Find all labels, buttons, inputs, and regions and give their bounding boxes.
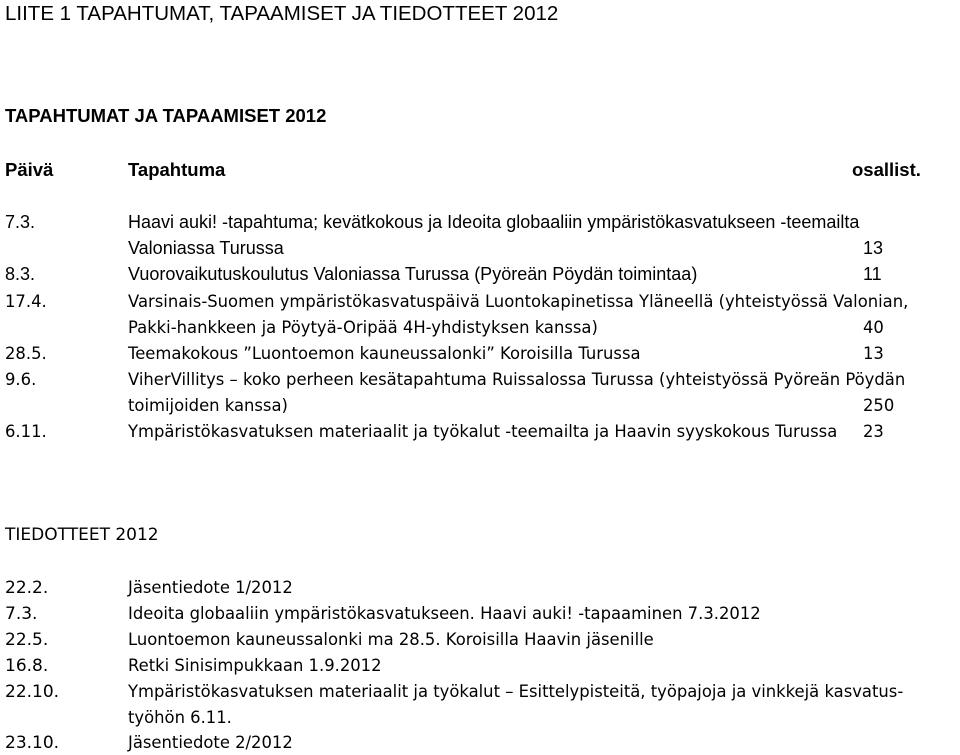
event-participants: 11 bbox=[863, 264, 882, 284]
event-participants: 13 bbox=[863, 344, 884, 363]
bulletin-text: Ideoita globaaliin ympäristökasvatukseen. Haavi auki! -tapaaminen 7.3.2012 bbox=[128, 604, 761, 623]
bulletin-date: 7.3. bbox=[5, 604, 38, 624]
bulletin-date: 16.8. bbox=[5, 656, 49, 676]
bulletin-date: 23.10. bbox=[5, 733, 60, 753]
document-title: LIITE 1 TAPAHTUMAT, TAPAAMISET JA TIEDOTTEET 2012 bbox=[5, 2, 559, 25]
bulletin-text-continued: työhön 6.11. bbox=[128, 708, 232, 727]
event-date: 28.5. bbox=[5, 344, 47, 363]
event-text: Haavi auki! -tapahtuma; kevätkokous ja Ideoita globaaliin ympäristökasvatukseen -teemailta bbox=[128, 212, 860, 232]
event-participants: 250 bbox=[863, 396, 895, 415]
bulletins-heading: TIEDOTTEET 2012 bbox=[5, 525, 159, 545]
event-participants: 23 bbox=[863, 422, 884, 441]
event-date: 17.4. bbox=[5, 292, 47, 311]
bulletin-text: Jäsentiedote 1/2012 bbox=[128, 578, 293, 597]
event-text-continued: Pakki-hankkeen ja Pöytyä-Oripää 4H-yhdistyksen kanssa) bbox=[128, 318, 598, 337]
column-header-date: Päivä bbox=[5, 159, 54, 180]
event-date: 7.3. bbox=[5, 212, 36, 232]
event-participants: 13 bbox=[863, 238, 884, 258]
bulletin-text: Retki Sinisimpukkaan 1.9.2012 bbox=[128, 656, 382, 675]
event-text: Teemakokous ”Luontoemon kauneussalonki” Koroisilla Turussa bbox=[128, 344, 641, 363]
event-participants: 40 bbox=[863, 318, 884, 337]
event-text-continued: Valoniassa Turussa bbox=[128, 238, 284, 258]
event-date: 8.3. bbox=[5, 264, 36, 284]
bulletin-text: Luontoemon kauneussalonki ma 28.5. Koroisilla Haavin jäsenille bbox=[128, 630, 654, 649]
column-header-participants: osallist. bbox=[852, 159, 921, 180]
event-date: 9.6. bbox=[5, 370, 37, 389]
column-header-event: Tapahtuma bbox=[128, 159, 226, 180]
event-text: Vuorovaikutuskoulutus Valoniassa Turussa (Pyöreän Pöydän toimintaa) bbox=[128, 264, 698, 284]
event-text: Varsinais-Suomen ympäristökasvatuspäivä Luontokapinetissa Yläneellä (yhteistyössä Valonian, bbox=[128, 292, 909, 311]
event-text: ViherVillitys – koko perheen kesätapahtuma Ruissalossa Turussa (yhteistyössä Pyöreän Pöydän bbox=[128, 370, 906, 389]
bulletin-text: Ympäristökasvatuksen materiaalit ja työkalut – Esittelypisteitä, työpajoja ja vinkkejä kasvatus- bbox=[128, 682, 904, 701]
bulletin-date: 22.5. bbox=[5, 630, 49, 650]
event-text-continued: toimijoiden kanssa) bbox=[128, 396, 288, 415]
events-heading: TAPAHTUMAT JA TAPAAMISET 2012 bbox=[5, 105, 327, 126]
event-date: 6.11. bbox=[5, 422, 47, 441]
bulletin-text: Jäsentiedote 2/2012 bbox=[128, 733, 293, 752]
bulletin-date: 22.10. bbox=[5, 682, 60, 702]
bulletin-date: 22.2. bbox=[5, 578, 49, 598]
event-text: Ympäristökasvatuksen materiaalit ja työkalut -teemailta ja Haavin syyskokous Turussa bbox=[128, 422, 838, 441]
